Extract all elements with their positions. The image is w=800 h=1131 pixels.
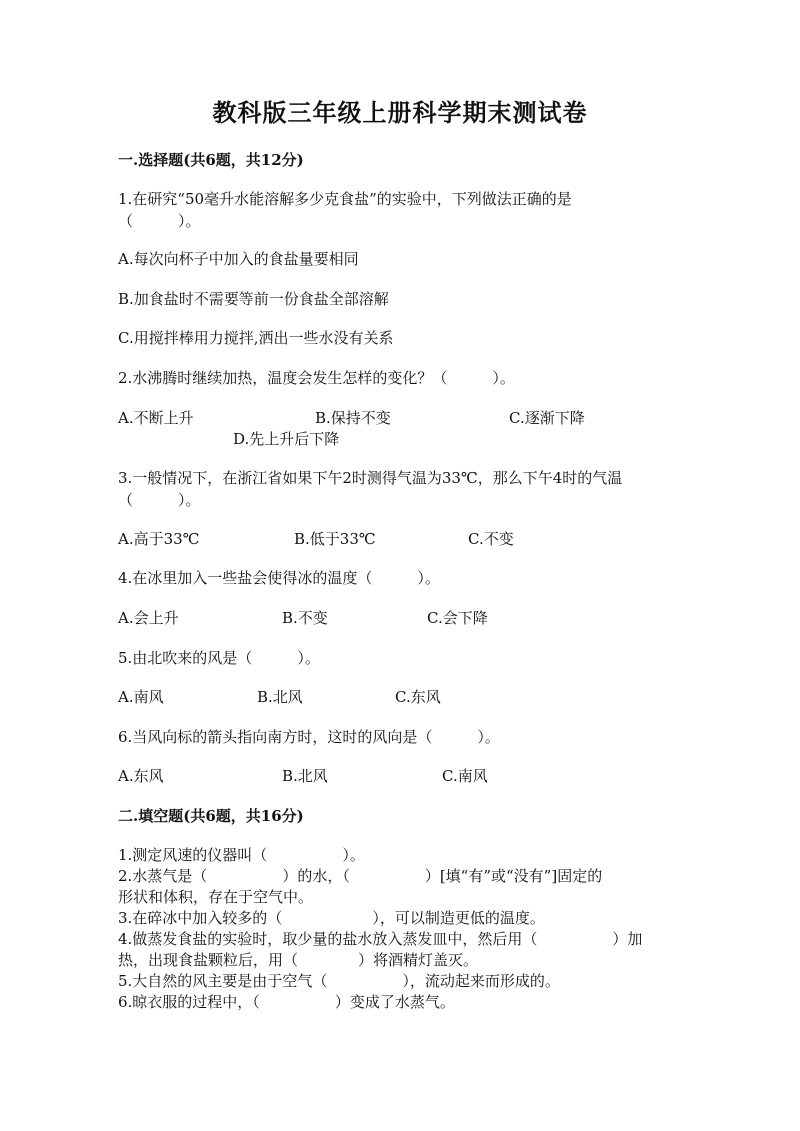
fill-line-4-cont: 热，出现食盐颗粒后，用（ ）将酒精灯盖灭。	[118, 951, 479, 969]
question-1-option-a: A.每次向杯子中加入的食盐量要相同	[118, 250, 359, 268]
question-6-stem: 6.当风向标的箭头指向南方时，这时的风向是（ ）。	[118, 728, 500, 746]
question-2-option-c: C.逐渐下降	[509, 409, 585, 427]
question-6-option-c: C.南风	[442, 767, 488, 785]
fill-line-4: 4.做蒸发食盐的实验时，取少量的盐水放入蒸发皿中，然后用（ ）加	[118, 930, 643, 948]
question-2-option-d: D.先上升后下降	[233, 430, 340, 448]
question-4-stem: 4.在冰里加入一些盐会使得冰的温度（ ）。	[118, 569, 440, 587]
question-3-option-a: A.高于33℃	[118, 530, 200, 548]
question-2-option-a: A.不断上升	[118, 409, 194, 427]
fill-line-6: 6.晾衣服的过程中，（ ）变成了水蒸气。	[118, 993, 455, 1011]
question-1-option-b: B.加食盐时不需要等前一份食盐全部溶解	[118, 290, 389, 308]
section-heading-fill-in-blank: 二.填空题(共6题，共16分)	[118, 807, 304, 825]
question-4-option-b: B.不变	[282, 609, 328, 627]
question-4-option-a: A.会上升	[118, 609, 179, 627]
question-2-stem: 2.水沸腾时继续加热，温度会发生怎样的变化？（ ）。	[118, 369, 515, 387]
question-6-option-a: A.东风	[118, 767, 164, 785]
question-5-option-a: A.南风	[118, 688, 164, 706]
question-3-option-b: B.低于33℃	[294, 530, 376, 548]
fill-line-2: 2.水蒸气是（ ）的水，（ ）[填“有”或“没有”]固定的	[118, 867, 603, 885]
question-1-stem-cont: （ ）。	[118, 212, 201, 230]
question-2-option-b: B.保持不变	[315, 409, 391, 427]
fill-line-1: 1.测定风速的仪器叫（ ）。	[118, 846, 365, 864]
fill-line-3: 3.在碎冰中加入较多的（ ），可以制造更低的温度。	[118, 909, 545, 927]
question-1-option-c: C.用搅拌棒用力搅拌,洒出一些水没有关系	[118, 329, 394, 347]
fill-line-5: 5.大自然的风主要是由于空气（ ），流动起来而形成的。	[118, 972, 560, 990]
question-3-stem: 3.一般情况下，在浙江省如果下午2时测得气温为33℃，那么下午4时的气温	[118, 469, 623, 487]
question-3-stem-cont: （ ）。	[118, 491, 201, 509]
section-heading-multiple-choice: 一.选择题(共6题，共12分)	[118, 151, 304, 169]
question-5-stem: 5.由北吹来的风是（ ）。	[118, 649, 320, 667]
question-3-option-c: C.不变	[468, 530, 514, 548]
fill-line-2-cont: 形状和体积，存在于空气中。	[118, 888, 314, 906]
question-5-option-b: B.北风	[257, 688, 303, 706]
question-4-option-c: C.会下降	[427, 609, 488, 627]
page-title: 教科版三年级上册科学期末测试卷	[212, 98, 588, 127]
question-1-stem: 1.在研究“50毫升水能溶解多少克食盐”的实验中，下列做法正确的是	[118, 190, 572, 208]
question-6-option-b: B.北风	[282, 767, 328, 785]
question-5-option-c: C.东风	[395, 688, 441, 706]
